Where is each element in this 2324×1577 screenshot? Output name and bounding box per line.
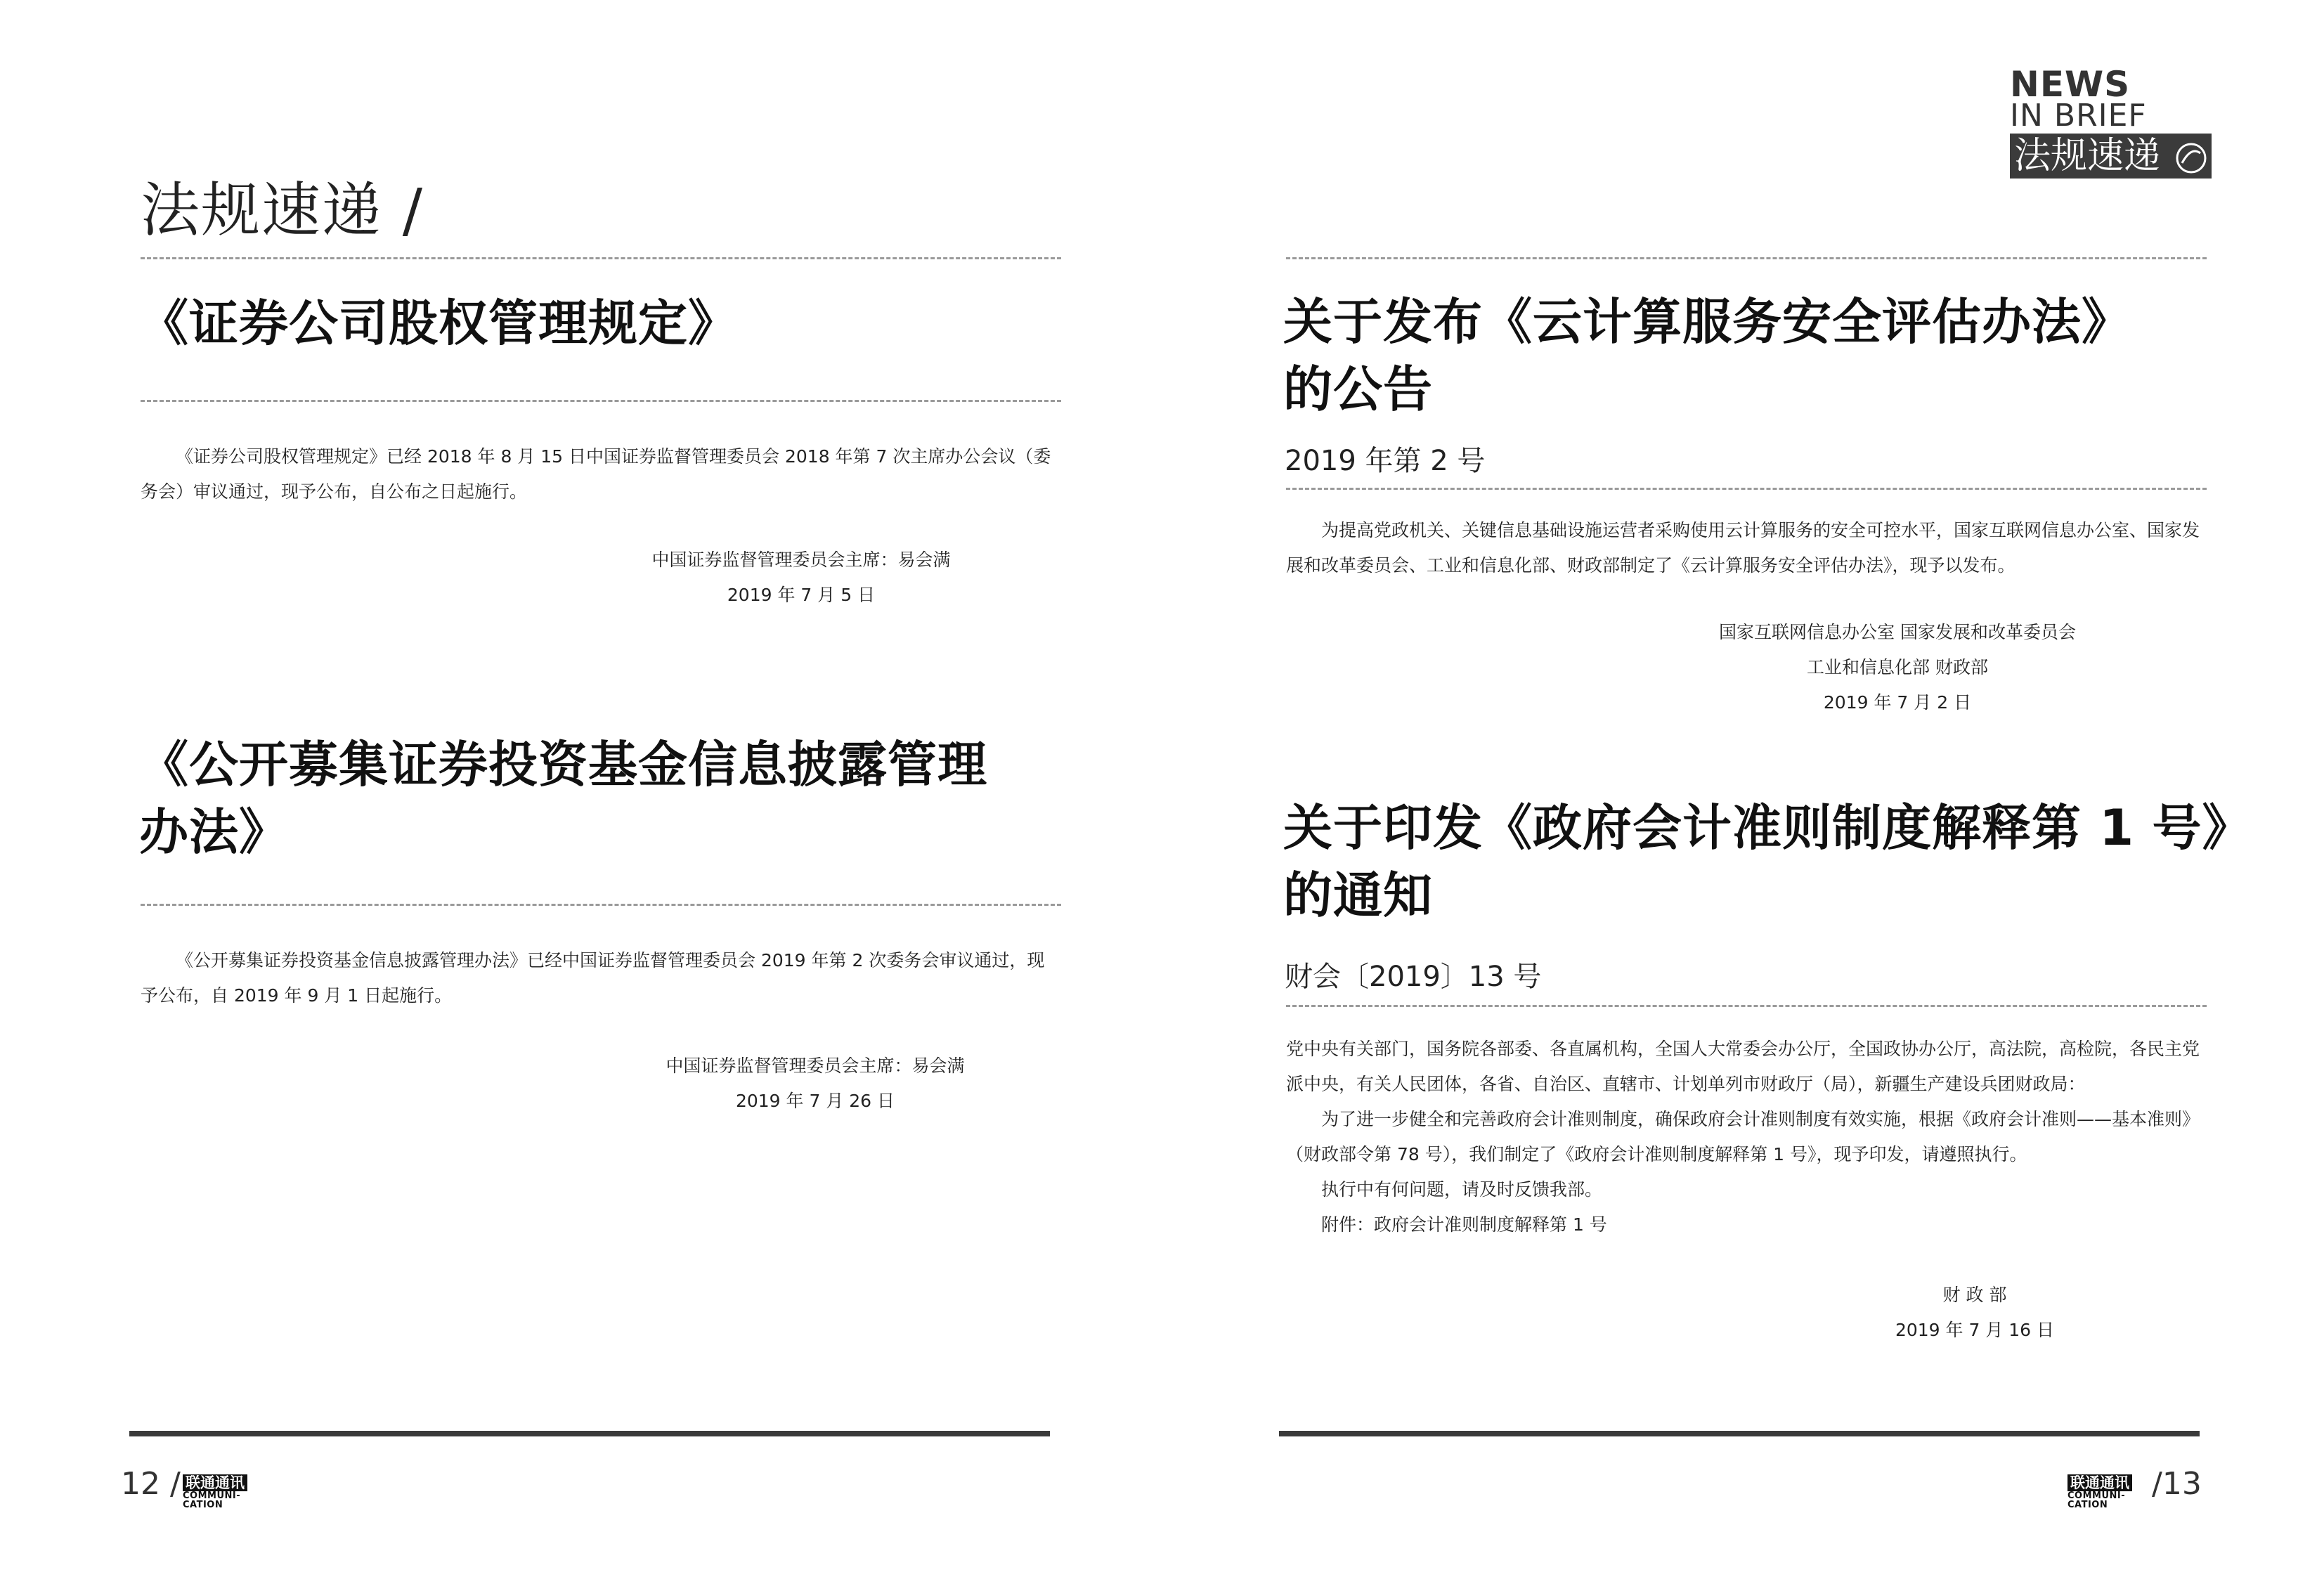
body-paragraph: 执行中有何问题，请及时反馈我部。 [1321, 1179, 1603, 1200]
document-number: 2019 年第 2 号 [1285, 445, 1486, 477]
news-in-brief-badge [2010, 64, 2214, 179]
signature-line: 财 政 部 [1942, 1285, 2007, 1305]
divider [1286, 488, 2207, 490]
article-title-line: 关于发布《云计算服务安全评估办法》 [1283, 293, 2131, 351]
page-number: /13 [2152, 1466, 2202, 1502]
article-title: 《证券公司股权管理规定》 [139, 294, 738, 352]
badge-cn-text: 法规速递 [2014, 135, 2161, 177]
divider [1286, 1005, 2207, 1007]
signature-date: 2019 年 7 月 5 日 [727, 585, 876, 605]
logo-wordmark: 联通通讯 [2067, 1474, 2132, 1491]
badge-section-name [2010, 134, 2212, 179]
article-title-line: 《公开募集证券投资基金信息披露管理 [139, 736, 987, 793]
signature-line: 中国证券监督管理委员会主席：易会满 [651, 550, 951, 570]
signature-date: 2019 年 7 月 16 日 [1895, 1320, 2055, 1340]
article-signature [1820, 1278, 2129, 1348]
badge-in-brief: IN BRIEF [2010, 98, 2147, 134]
magazine-logo [2067, 1474, 2145, 1515]
page-number: 12 / [121, 1466, 181, 1502]
body-paragraph: 附件：政府会计准则制度解释第 1 号 [1321, 1214, 1607, 1235]
signature-date: 2019 年 7 月 26 日 [735, 1091, 895, 1111]
divider [141, 400, 1061, 402]
article-body [141, 439, 1061, 510]
article-body [1286, 1032, 2214, 1242]
divider [141, 904, 1061, 906]
footer-rule [129, 1431, 1050, 1436]
article-title-line: 的公告 [1283, 361, 1433, 418]
logo-subtitle: COMMUNI- [183, 1491, 241, 1501]
section-title: 法规速递 / [141, 176, 424, 245]
logo-wordmark: 联通通讯 [183, 1474, 247, 1491]
article-signature [1673, 615, 2122, 720]
body-paragraph: 为提高党政机关、关键信息基础设施运营者采购使用云计算服务的安全可控水平，国家互联网信息办公室、国家发展和改革委员会、工业和信息化部、财政部制定了《云计算服务安全评估办法》，现予以发布。 [1286, 520, 2200, 576]
article-title [1283, 794, 2309, 929]
article-title-line: 关于印发《政府会计准则制度解释第 1 号》 [1283, 799, 2252, 857]
article-title [139, 731, 1081, 866]
magazine-logo [183, 1474, 260, 1515]
body-paragraph: 为了进一步健全和完善政府会计准则制度，确保政府会计准则制度有效实施，根据《政府会计准则——基本准则》（财政部令第 78 号），我们制定了《政府会计准则制度解释第 1 号》，现予印发，请遵照执行。 [1286, 1109, 2200, 1164]
article-body [141, 943, 1061, 1013]
leaf-circle-icon [2175, 142, 2207, 174]
signature-line: 中国证券监督管理委员会主席：易会满 [666, 1056, 965, 1076]
body-paragraph: 《公开募集证券投资基金信息披露管理办法》已经中国证券监督管理委员会 2019 年第 2 次委务会审议通过，现予公布，自 2019 年 9 月 1 日起施行。 [141, 950, 1045, 1006]
footer-rule [1279, 1431, 2200, 1436]
document-number: 财会〔2019〕13 号 [1285, 961, 1542, 993]
logo-subtitle: CATION [183, 1500, 223, 1510]
article-signature [618, 1049, 1012, 1119]
signature-line: 工业和信息化部 财政部 [1807, 657, 1988, 677]
divider [1286, 257, 2207, 259]
article-signature [604, 543, 998, 613]
signature-date: 2019 年 7 月 2 日 [1823, 692, 1972, 713]
logo-subtitle: COMMUNI- [2067, 1491, 2126, 1501]
signature-line: 国家互联网信息办公室 国家发展和改革委员会 [1719, 622, 2076, 642]
divider [141, 257, 1061, 259]
body-paragraph: 《证券公司股权管理规定》已经 2018 年 8 月 15 日中国证券监督管理委员会 2018 年第 7 次主席办公会议（委务会）审议通过，现予公布，自公布之日起施行。 [141, 446, 1051, 502]
logo-subtitle: CATION [2067, 1500, 2108, 1510]
article-title-line: 办法》 [139, 803, 289, 861]
article-body [1286, 513, 2214, 583]
article-title [1283, 288, 2267, 423]
badge-news: NEWS [2010, 64, 2131, 105]
article-title-line: 的通知 [1283, 867, 1433, 924]
body-paragraph: 党中央有关部门，国务院各部委、各直属机构，全国人大常委会办公厅，全国政协办公厅，高法院，高检院，各民主党派中央，有关人民团体，各省、自治区、直辖市、计划单列市财政厅（局），新疆生产建设兵团财政局： [1286, 1039, 2200, 1094]
